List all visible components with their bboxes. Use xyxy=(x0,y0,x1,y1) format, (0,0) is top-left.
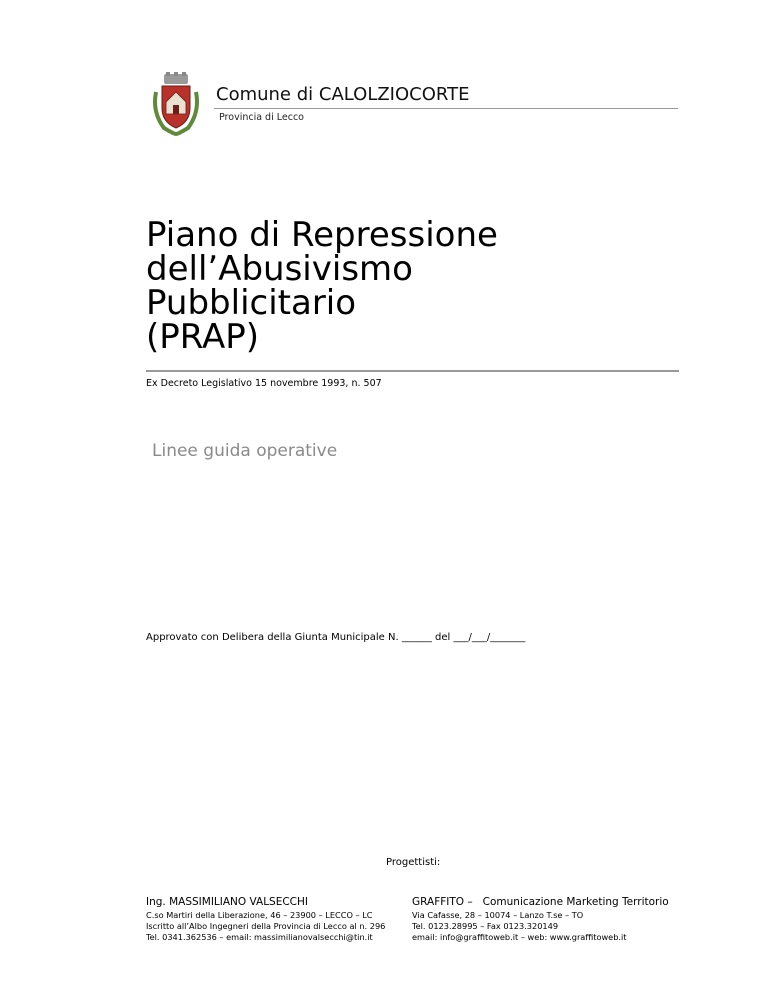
designer-left-name: Ing. MASSIMILIANO VALSECCHI xyxy=(146,896,309,908)
approval-line: Approvato con Delibera della Giunta Municipale N. ______ del ___/___/_______ xyxy=(146,632,526,643)
designer-right-contact: email: info@graffitoweb.it – web: www.graffitoweb.it xyxy=(412,932,627,942)
municipal-crest-icon xyxy=(150,72,202,136)
document-title xyxy=(146,215,498,357)
designer-right-phone: Tel. 0123.28995 – Fax 0123.320149 xyxy=(412,921,559,931)
title-line: Piano di Repressione xyxy=(146,215,498,255)
designer-left-block xyxy=(146,895,385,943)
legal-reference: Ex Decreto Legislativo 15 novembre 1993, n. 507 xyxy=(146,378,382,389)
title-line: dell’Abusivismo xyxy=(146,249,413,289)
designer-left-contact: Tel. 0341.362536 – email: massimilianovalsecchi@tin.it xyxy=(146,932,373,942)
title-line: (PRAP) xyxy=(146,317,260,357)
designer-left-registration: Iscritto all’Albo Ingegneri della Provincia di Lecco al n. 296 xyxy=(146,921,386,931)
progettisti-label: Progettisti: xyxy=(386,857,441,868)
provincia-name: Provincia di Lecco xyxy=(219,112,304,123)
title-divider xyxy=(146,370,679,372)
designer-left-address: C.so Martiri della Liberazione, 46 – 23900 – LECCO – LC xyxy=(146,910,373,920)
designer-right-name: GRAFFITO – Comunicazione Marketing Territorio xyxy=(412,896,669,908)
comune-name: Comune di CALOLZIOCORTE xyxy=(216,84,470,105)
title-line: Pubblicitario xyxy=(146,283,357,323)
section-heading: Linee guida operative xyxy=(152,441,338,461)
header-divider xyxy=(214,108,678,109)
designer-right-address: Via Cafasse, 28 – 10074 – Lanzo T.se – TO xyxy=(412,910,584,920)
designer-right-block xyxy=(412,895,669,943)
